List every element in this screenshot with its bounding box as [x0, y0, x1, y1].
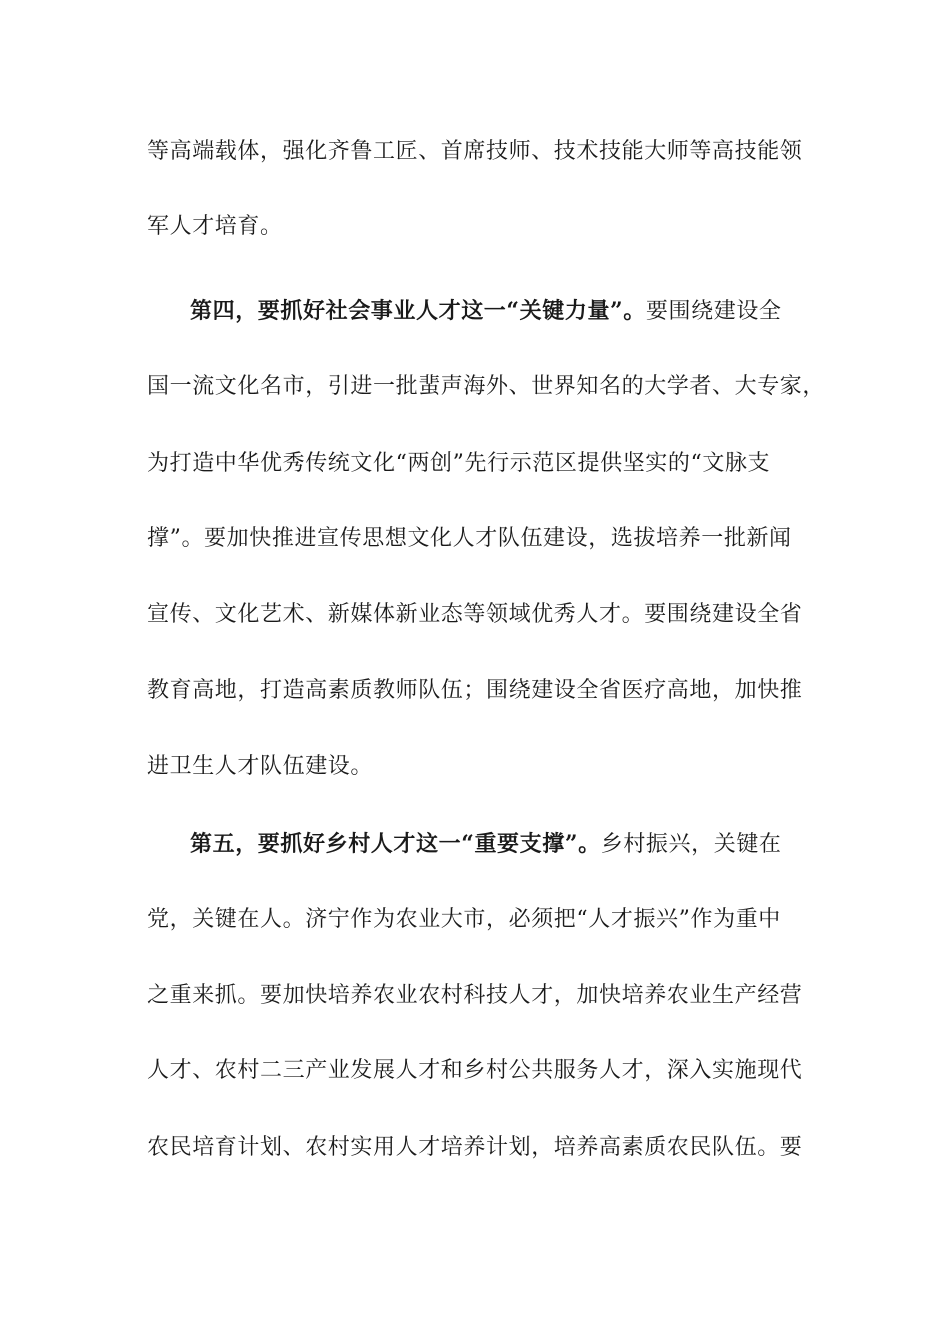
paragraph-text: 乡村振兴，关键在	[600, 832, 782, 857]
paragraph-line: 撑”。要加快推进宣传思想文化人才队伍建设，选拔培养一批新闻	[147, 526, 792, 551]
paragraph-line: 进卫生人才队伍建设。	[147, 754, 374, 779]
paragraph-line: 为打造中华优秀传统文化“两创”先行示范区提供坚实的“文脉支	[147, 451, 771, 476]
paragraph-line: 宣传、文化艺术、新媒体新业态等领域优秀人才。要围绕建设全省	[147, 602, 803, 627]
paragraph-line: 国一流文化名市，引进一批蜚声海外、世界知名的大学者、大专家，	[147, 374, 826, 399]
paragraph-first-line	[190, 296, 782, 327]
paragraph-heading: 第五，要抓好乡村人才这一“重要支撑”。	[190, 831, 601, 857]
paragraph-line: 农民培育计划、农村实用人才培养计划，培养高素质农民队伍。要	[147, 1135, 803, 1160]
paragraph-line: 之重来抓。要加快培养农业农村科技人才，加快培养农业生产经营	[147, 983, 803, 1008]
paragraph-text: 要围绕建设全	[645, 299, 782, 324]
paragraph-heading: 第四，要抓好社会事业人才这一“关键力量”。	[190, 298, 646, 324]
paragraph-line: 教育高地，打造高素质教师队伍；围绕建设全省医疗高地，加快推	[147, 678, 803, 703]
paragraph-line: 军人才培育。	[147, 214, 283, 239]
paragraph-line: 人才、农村二三产业发展人才和乡村公共服务人才，深入实施现代	[147, 1058, 803, 1083]
paragraph-first-line	[190, 829, 782, 860]
paragraph-line: 党，关键在人。济宁作为农业大市，必须把“人才振兴”作为重中	[147, 907, 781, 932]
paragraph-line: 等高端载体，强化齐鲁工匠、首席技师、技术技能大师等高技能领	[147, 139, 803, 164]
